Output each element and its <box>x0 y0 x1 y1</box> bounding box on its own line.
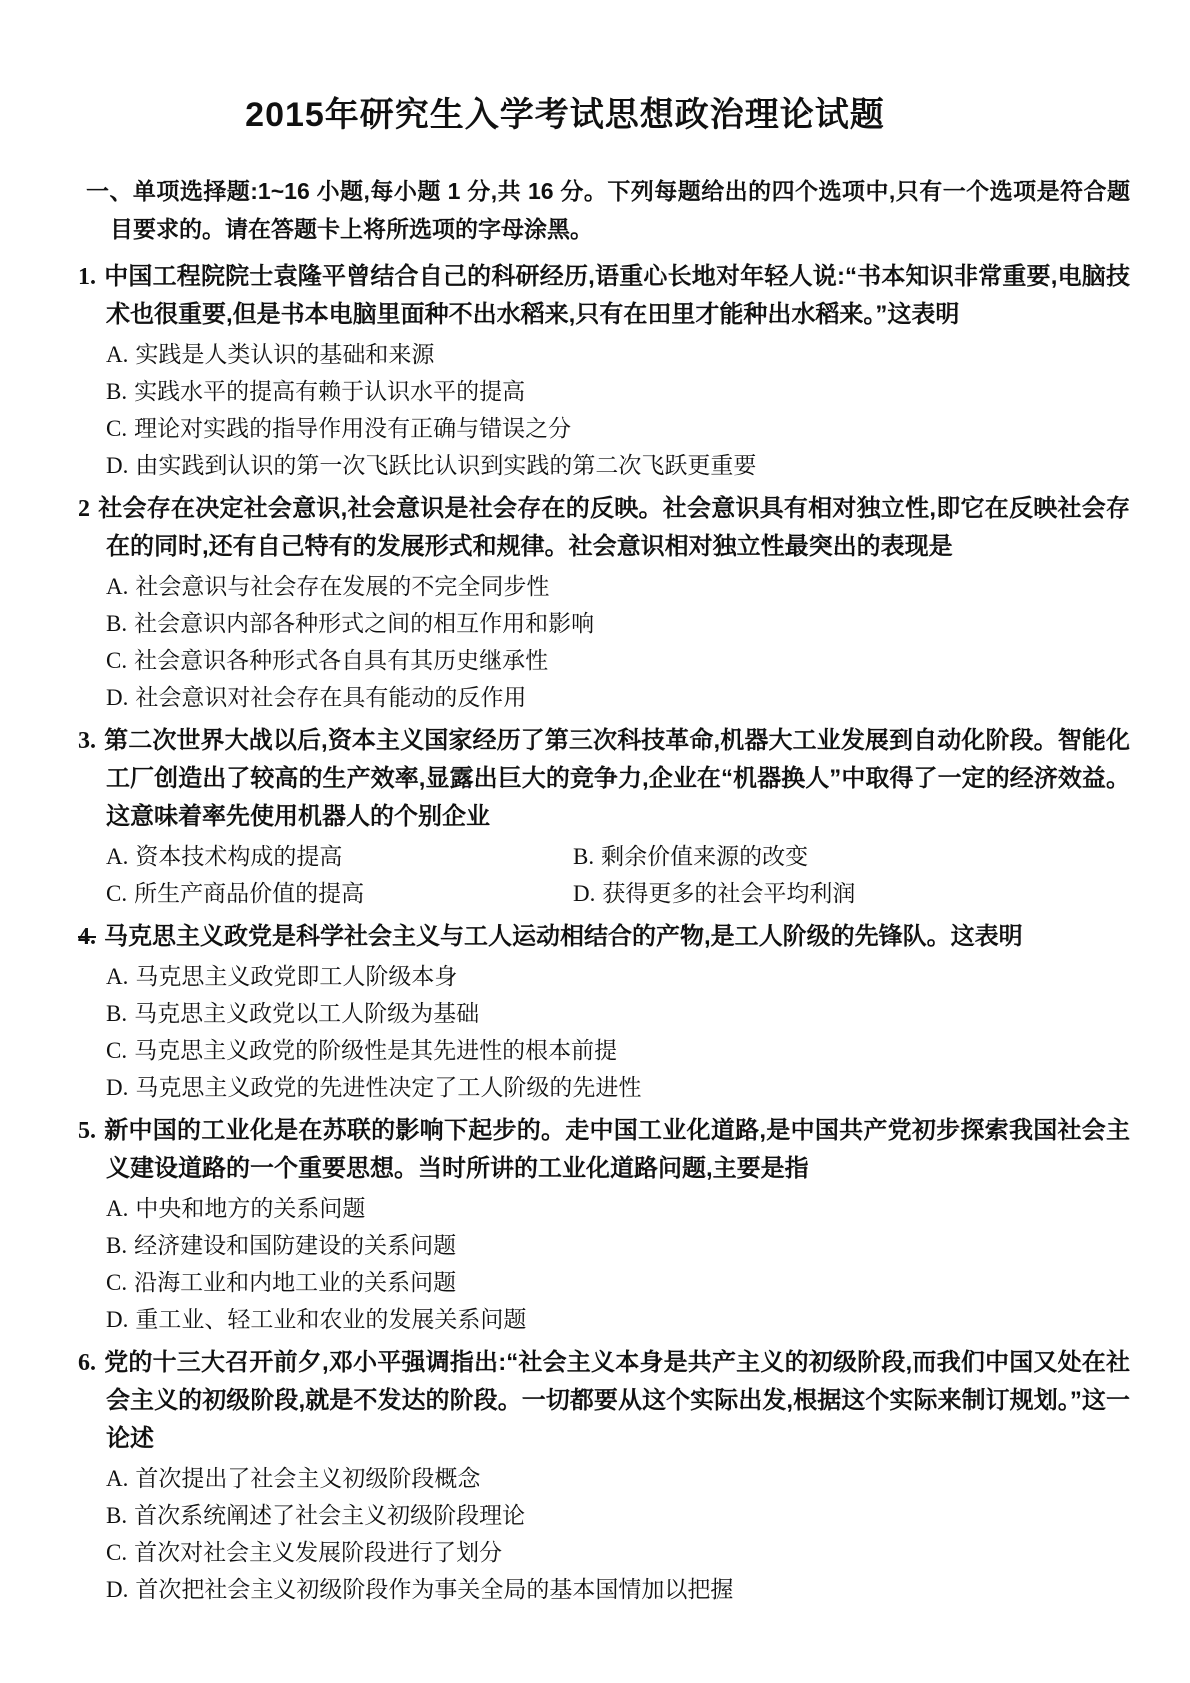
option-label: D. <box>106 1307 129 1332</box>
option-label: A. <box>106 844 129 869</box>
option-b <box>573 838 1130 875</box>
question-2 <box>60 490 1130 716</box>
options-list <box>60 336 1130 484</box>
option-text: 由实践到认识的第一次飞跃比认识到实践的第二次飞跃更重要 <box>135 453 757 478</box>
option-text: 沿海工业和内地工业的关系问题 <box>134 1270 457 1295</box>
page-title: 2015年研究生入学考试思想政治理论试题 <box>245 96 885 134</box>
options-list <box>60 958 1130 1106</box>
question-stem: 党的十三大召开前夕,邓小平强调指出:“社会主义本身是共产主义的初级阶段,而我们中国又处在社会主义的初级阶段,就是不发达的阶段。一切都要从这个实际出发,根据这个实际来制订规划。”这一论述 <box>104 1349 1130 1452</box>
option-text: 经济建设和国防建设的关系问题 <box>134 1233 457 1258</box>
option-label: B. <box>106 1001 128 1026</box>
option-text: 中央和地方的关系问题 <box>135 1196 366 1221</box>
option-text: 获得更多的社会平均利润 <box>602 881 856 906</box>
option-text: 实践是人类认识的基础和来源 <box>135 342 435 367</box>
option-c <box>106 410 1130 447</box>
option-text: 首次提出了社会主义初级阶段概念 <box>135 1466 481 1491</box>
option-label: C. <box>106 648 128 673</box>
option-b <box>106 1497 1130 1534</box>
question-number: 3. <box>78 728 96 754</box>
option-b <box>106 1227 1130 1264</box>
option-d <box>106 447 1130 484</box>
option-a <box>106 1460 1130 1497</box>
option-label: B. <box>573 844 595 869</box>
option-text: 资本技术构成的提高 <box>135 844 343 869</box>
option-b <box>106 605 1130 642</box>
question-1 <box>60 258 1130 484</box>
option-text: 所生产商品价值的提高 <box>134 881 365 906</box>
option-label: C. <box>106 1270 128 1295</box>
question-number: 6. <box>78 1350 96 1376</box>
option-d <box>106 1069 1130 1106</box>
question-stem: 社会存在决定社会意识,社会意识是社会存在的反映。社会意识具有相对独立性,即它在反映社会存在的同时,还有自己特有的发展形式和规律。社会意识相对独立性最突出的表现是 <box>98 495 1130 560</box>
option-text: 理论对实践的指导作用没有正确与错误之分 <box>134 416 572 441</box>
option-text: 马克思主义政党的阶级性是其先进性的根本前提 <box>134 1038 618 1063</box>
option-b <box>106 373 1130 410</box>
option-label: D. <box>106 1577 129 1602</box>
option-text: 首次对社会主义发展阶段进行了划分 <box>134 1540 503 1565</box>
option-text: 首次系统阐述了社会主义初级阶段理论 <box>134 1503 526 1528</box>
question-number: 2 <box>78 496 90 522</box>
option-label: A. <box>106 964 129 989</box>
question-stem: 新中国的工业化是在苏联的影响下起步的。走中国工业化道路,是中国共产党初步探索我国社会主义建设道路的一个重要思想。当时所讲的工业化道路问题,主要是指 <box>104 1117 1130 1182</box>
section-heading: 一、单项选择题:1~16 小题,每小题 1 分,共 16 分。下列每题给出的四个选项中,只有一个选项是符合题目要求的。请在答题卡上将所选项的字母涂黑。 <box>86 178 1130 242</box>
option-label: A. <box>106 1466 129 1491</box>
exam-page <box>60 0 1130 1608</box>
option-text: 实践水平的提高有赖于认识水平的提高 <box>134 379 526 404</box>
option-label: D. <box>106 685 129 710</box>
option-text: 社会意识各种形式各自具有其历史继承性 <box>134 648 549 673</box>
option-c <box>106 1032 1130 1069</box>
option-a <box>106 838 573 875</box>
option-text: 马克思主义政党的先进性决定了工人阶级的先进性 <box>135 1075 642 1100</box>
option-text: 重工业、轻工业和农业的发展关系问题 <box>135 1307 527 1332</box>
option-c <box>106 642 1130 679</box>
option-label: D. <box>106 453 129 478</box>
option-label: B. <box>106 1233 128 1258</box>
options-list <box>60 838 1130 912</box>
option-label: C. <box>106 881 128 906</box>
options-list <box>60 568 1130 716</box>
option-text: 剩余价值来源的改变 <box>601 844 809 869</box>
question-3 <box>60 722 1130 912</box>
question-4 <box>60 918 1130 1106</box>
option-c <box>106 1264 1130 1301</box>
option-label: C. <box>106 1540 128 1565</box>
option-label: A. <box>106 574 129 599</box>
option-label: C. <box>106 1038 128 1063</box>
option-a <box>106 568 1130 605</box>
option-label: D. <box>106 1075 129 1100</box>
options-list <box>60 1190 1130 1338</box>
option-label: C. <box>106 416 128 441</box>
option-d <box>106 1571 1130 1608</box>
question-5 <box>60 1112 1130 1338</box>
option-d <box>106 1301 1130 1338</box>
option-text: 首次把社会主义初级阶段作为事关全局的基本国情加以把握 <box>135 1577 734 1602</box>
option-b <box>106 995 1130 1032</box>
question-stem: 中国工程院院士袁隆平曾结合自己的科研经历,语重心长地对年轻人说:“书本知识非常重要,电脑技术也很重要,但是书本电脑里面种不出水稻来,只有在田里才能种出水稻来。”这表明 <box>104 263 1130 328</box>
question-stem: 第二次世界大战以后,资本主义国家经历了第三次科技革命,机器大工业发展到自动化阶段。智能化工厂创造出了较高的生产效率,显露出巨大的竞争力,企业在“机器换人”中取得了一定的经济效益。这意味着率先使用机器人的个别企业 <box>104 727 1130 830</box>
option-c <box>106 875 573 912</box>
option-text: 马克思主义政党以工人阶级为基础 <box>134 1001 480 1026</box>
option-d <box>106 679 1130 716</box>
option-label: B. <box>106 1503 128 1528</box>
option-a <box>106 958 1130 995</box>
option-label: B. <box>106 611 128 636</box>
option-text: 社会意识内部各种形式之间的相互作用和影响 <box>134 611 595 636</box>
option-a <box>106 1190 1130 1227</box>
option-text: 马克思主义政党即工人阶级本身 <box>135 964 458 989</box>
option-text: 社会意识对社会存在具有能动的反作用 <box>135 685 527 710</box>
option-d <box>573 875 1130 912</box>
option-a <box>106 336 1130 373</box>
option-label: A. <box>106 1196 129 1221</box>
question-number: 5. <box>78 1118 96 1144</box>
question-number: 1. <box>78 264 96 290</box>
option-label: A. <box>106 342 129 367</box>
options-list <box>60 1460 1130 1608</box>
option-label: D. <box>573 881 596 906</box>
question-number: 4. <box>78 924 96 950</box>
option-text: 社会意识与社会存在发展的不完全同步性 <box>135 574 550 599</box>
option-c <box>106 1534 1130 1571</box>
question-stem: 马克思主义政党是科学社会主义与工人运动相结合的产物,是工人阶级的先锋队。这表明 <box>104 923 1023 950</box>
option-label: B. <box>106 379 128 404</box>
question-6 <box>60 1344 1130 1608</box>
